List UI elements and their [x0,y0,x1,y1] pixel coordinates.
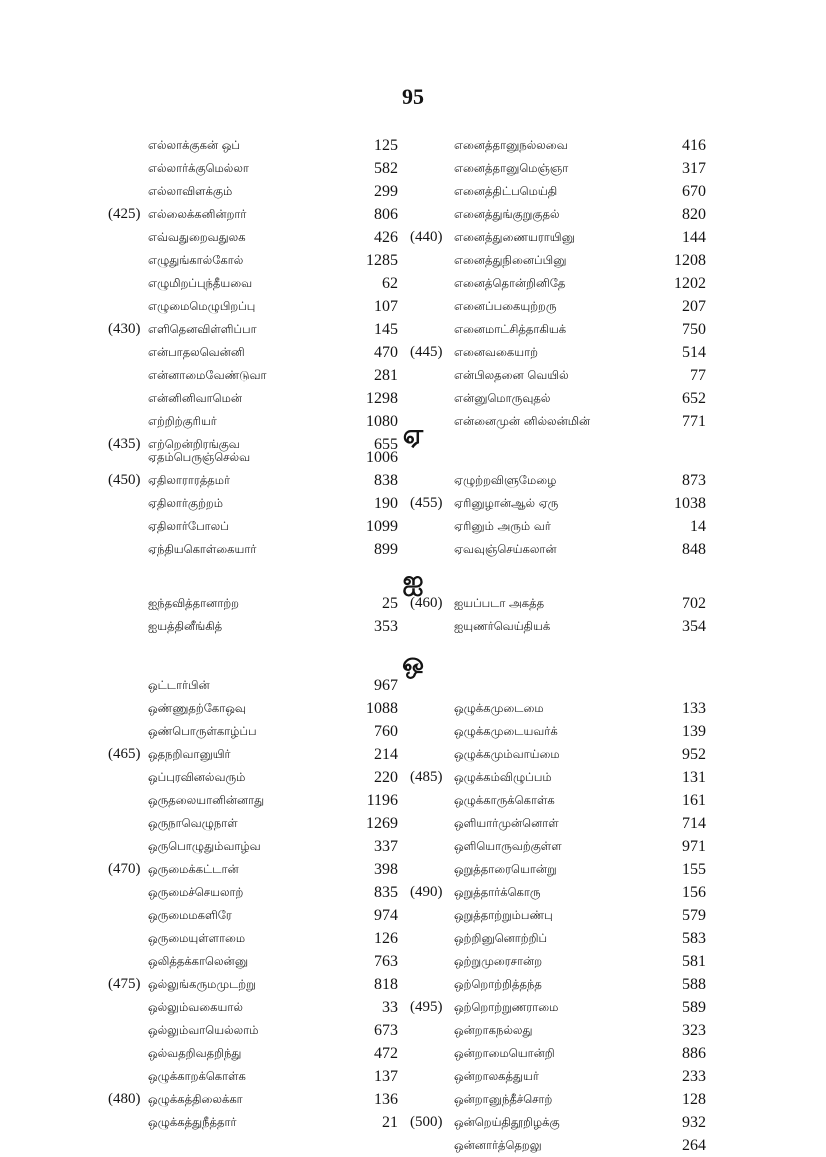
index-entry [108,858,398,881]
index-column-right [410,134,706,433]
index-entry [108,180,398,203]
verse-number-label: (450) [108,472,141,488]
entry-text: என்னினிவாமென் [148,391,243,405]
index-entry [410,1065,706,1088]
entry-page-number: 582 [374,160,398,177]
entry-page-number: 21 [382,1114,398,1131]
index-column-left [108,446,398,561]
entry-page-number: 1099 [366,518,398,535]
page-number: 95 [402,84,424,109]
entry-text: ஒழுக்கமுடைமை [454,701,544,715]
entry-text: ஒன்றாலகத்துயர் [454,1069,539,1083]
index-entry [410,615,706,638]
entry-text: ஒருதலையானின்னாது [148,793,265,807]
index-entry [410,157,706,180]
entry-page-number: 190 [374,495,398,512]
entry-text: ஏதிலாராரத்தமர் [148,473,231,487]
verse-number-label: (425) [108,206,141,222]
entry-text: ஏந்தியகொள்கையார் [148,542,257,556]
index-entry [108,364,398,387]
entry-page-number: 426 [374,229,398,246]
entry-text: எவ்வதுறைவதுலக [148,230,246,244]
entry-text: ஏவவுஞ்செய்கலான் [454,542,557,556]
entry-text: ஒலித்தக்காலென்னு [148,954,249,968]
index-entry [410,387,706,410]
entry-text: ஐயத்தினீங்கித் [148,619,223,633]
section-heading-letter: ஒ [402,648,424,678]
entry-page-number: 126 [374,930,398,947]
index-entry [410,538,706,561]
index-entry [108,835,398,858]
entry-text: ஒற்றொற்றித்தந்த [454,977,542,991]
index-column-left [108,674,398,1134]
entry-page-number: 652 [682,390,706,407]
index-entry [108,341,398,364]
index-entry [108,904,398,927]
entry-text: ஒழுக்கமுடையவர்க் [454,724,558,738]
section-heading-letter: ஐ [402,566,424,596]
index-entry [410,295,706,318]
entry-page-number: 337 [374,838,398,855]
entry-text: ஏரினும் அரும் வர் [454,519,551,533]
entry-page-number: 806 [374,206,398,223]
index-entry [108,538,398,561]
entry-text: என்னாமைவேண்டுவா [148,368,267,382]
entry-text: ஒல்லும்வாயெல்லாம் [148,1023,259,1037]
index-entry [108,927,398,950]
entry-text: எனைத்துங்குறுகுதல் [454,207,560,221]
index-entry [410,203,706,226]
index-entry [108,812,398,835]
index-entry [410,950,706,973]
entry-text: எழுமிறப்புந்தீயவை [148,276,253,290]
index-entry [108,950,398,973]
entry-text: எனைப்பகையுற்றரு [454,299,557,313]
index-entry [108,592,398,615]
entry-page-number: 589 [682,999,706,1016]
entry-text: ஒழுக்கமும்வாய்மை [454,747,560,761]
index-entry [108,881,398,904]
entry-page-number: 714 [682,815,706,832]
index-entry [410,789,706,812]
entry-page-number: 1080 [366,413,398,430]
entry-text: ஒட்டார்பின் [148,678,210,692]
entry-text: எல்லார்க்குமெல்லா [148,161,249,175]
index-entry [410,674,706,697]
entry-text: ஒண்ணுதற்கோஒவு [148,701,246,715]
index-entry [410,766,706,789]
index-entry [410,134,706,157]
entry-text: ஏதிலார்போலப் [148,519,229,533]
index-entry [410,446,706,469]
entry-page-number: 220 [374,769,398,786]
index-entry [410,272,706,295]
entry-page-number: 670 [682,183,706,200]
entry-text: ஒழுக்காருக்கொள்க [454,793,555,807]
entry-page-number: 588 [682,976,706,993]
index-entry [410,492,706,515]
entry-page-number: 125 [374,137,398,154]
entry-page-number: 514 [682,344,706,361]
entry-page-number: 971 [682,838,706,855]
verse-number-label: (500) [410,1114,443,1130]
entry-page-number: 131 [682,769,706,786]
entry-page-number: 207 [682,298,706,315]
entry-page-number: 354 [682,618,706,635]
index-entry [410,226,706,249]
entry-text: ஒருமைமகளிரே [148,908,232,922]
entry-text: ஒல்லுங்கருமமுடற்று [148,977,256,991]
index-entry [108,203,398,226]
entry-text: எழுமைமெழுபிறப்பு [148,299,256,313]
entry-page-number: 77 [690,367,706,384]
entry-page-number: 62 [382,275,398,292]
entry-page-number: 873 [682,472,706,489]
entry-text: ஒருமைச்செயலாற் [148,885,244,899]
entry-text: எல்லைக்கனின்றார் [148,207,247,221]
entry-text: எனைத்துணையராயினு [454,230,575,244]
entry-text: எனைமாட்சித்தாகியக் [454,322,567,336]
entry-text: ஐயுணர்வெய்தியக் [454,619,551,633]
index-entry [108,387,398,410]
verse-number-label: (430) [108,321,141,337]
entry-text: ஒளியொருவற்குள்ள [454,839,562,853]
index-entry [108,157,398,180]
index-entry [108,720,398,743]
entry-text: ஒற்றொற்றுணராமை [454,1000,559,1014]
entry-page-number: 886 [682,1045,706,1062]
entry-text: என்னுமொருவுதல் [454,391,551,405]
entry-text: ஒற்றினுனொற்றிப் [454,931,548,945]
entry-page-number: 974 [374,907,398,924]
entry-text: என்பாதலவென்னி [148,345,245,359]
entry-page-number: 1006 [366,449,398,466]
entry-page-number: 1202 [674,275,706,292]
entry-page-number: 1298 [366,390,398,407]
index-entry [108,1019,398,1042]
entry-text: எல்லாவிளக்கும் [148,184,233,198]
index-entry [108,615,398,638]
entry-page-number: 156 [682,884,706,901]
entry-page-number: 1196 [366,792,398,809]
entry-text: ஒறுத்தாற்றும்பண்பு [454,908,553,922]
verse-number-label: (440) [410,229,443,245]
index-entry [410,697,706,720]
entry-text: ஒழுக்காறக்கொள்க [148,1069,246,1083]
index-entry [410,249,706,272]
entry-page-number: 416 [682,137,706,154]
entry-page-number: 818 [374,976,398,993]
entry-page-number: 750 [682,321,706,338]
entry-page-number: 1285 [366,252,398,269]
entry-text: ஏரினுழான்ஆல் ஏரு [454,496,559,510]
verse-number-label: (470) [108,861,141,877]
entry-text: எற்றென்றிரங்குவ [148,437,240,451]
entry-text: எனைத்தானுநல்லவை [454,138,568,152]
verse-number-label: (480) [108,1091,141,1107]
entry-text: ஒண்பொருள்காழ்ப்ப [148,724,257,738]
index-entry [410,881,706,904]
index-column-left [108,134,398,456]
entry-page-number: 763 [374,953,398,970]
index-entry [108,318,398,341]
entry-page-number: 353 [374,618,398,635]
entry-page-number: 702 [682,595,706,612]
index-entry [410,1088,706,1111]
index-entry [108,515,398,538]
entry-page-number: 323 [682,1022,706,1039]
index-column-right [410,446,706,561]
entry-page-number: 128 [682,1091,706,1108]
entry-text: எளிதெனவிள்ளிப்பா [148,322,257,336]
entry-text: ஒறுத்தார்க்கொரு [454,885,541,899]
verse-number-label: (460) [410,595,443,611]
index-entry [108,1042,398,1065]
index-entry [410,515,706,538]
verse-number-label: (445) [410,344,443,360]
entry-page-number: 107 [374,298,398,315]
entry-page-number: 1088 [366,700,398,717]
entry-text: எனைத்தானுமெஞ்ஞா [454,161,569,175]
entry-text: ஒளியார்முன்னொள் [454,816,559,830]
entry-page-number: 155 [682,861,706,878]
entry-page-number: 233 [682,1068,706,1085]
index-entry [410,341,706,364]
entry-text: ஒன்றாகநல்லது [454,1023,533,1037]
entry-page-number: 1208 [674,252,706,269]
entry-text: ஒன்றாமையொன்றி [454,1046,555,1060]
verse-number-label: (495) [410,999,443,1015]
entry-text: எனைத்தொன்றினிதே [454,276,566,290]
index-entry [410,592,706,615]
entry-text: என்பிலதனை வெயில் [454,368,569,382]
entry-text: ஒறுத்தாரையொன்று [454,862,557,876]
entry-page-number: 25 [382,595,398,612]
entry-page-number: 771 [682,413,706,430]
entry-page-number: 133 [682,700,706,717]
entry-text: என்னைமுன் னில்லன்மின் [454,414,591,428]
entry-text: ஒருபொழுதும்வாழ்வ [148,839,261,853]
section-heading-letter: ஏ [402,420,424,450]
entry-page-number: 317 [682,160,706,177]
entry-page-number: 398 [374,861,398,878]
index-entry [108,697,398,720]
entry-text: எல்லாக்குகன் ஒப் [148,138,240,152]
index-entry [108,226,398,249]
entry-page-number: 760 [374,723,398,740]
entry-text: ஒன்றெய்திதூறிழக்கு [454,1115,560,1129]
verse-number-label: (485) [410,769,443,785]
index-entry [108,973,398,996]
index-entry [410,1134,706,1157]
entry-page-number: 470 [374,344,398,361]
index-entry [410,904,706,927]
index-entry [410,469,706,492]
index-entry [410,1111,706,1134]
index-entry [108,1065,398,1088]
entry-text: ஒருமைக்கட்டான் [148,862,239,876]
verse-number-label: (490) [410,884,443,900]
index-entry [410,927,706,950]
index-column-left [108,592,398,638]
entry-page-number: 137 [374,1068,398,1085]
entry-page-number: 848 [682,541,706,558]
index-entry [410,835,706,858]
index-entry [108,469,398,492]
entry-page-number: 838 [374,472,398,489]
entry-page-number: 161 [682,792,706,809]
entry-text: எனைத்துநினைப்பினு [454,253,567,267]
index-entry [108,996,398,1019]
entry-page-number: 820 [682,206,706,223]
entry-text: ஏதிலார்குற்றம் [148,496,223,510]
entry-page-number: 583 [682,930,706,947]
entry-page-number: 579 [682,907,706,924]
index-entry [410,812,706,835]
index-entry [108,789,398,812]
entry-page-number: 281 [374,367,398,384]
entry-text: ஒதநறிவானுயிர் [148,747,231,761]
entry-page-number: 14 [690,518,706,535]
index-entry [108,295,398,318]
index-entry [108,134,398,157]
entry-text: ஒற்றுமுரைசான்ற [454,954,543,968]
index-column-right [410,674,706,1157]
index-entry [108,743,398,766]
index-entry [108,492,398,515]
entry-page-number: 952 [682,746,706,763]
entry-page-number: 33 [382,999,398,1016]
entry-text: ஏதம்பெருஞ்செல்வ [148,450,251,464]
index-entry [410,318,706,341]
entry-text: ஒழுக்கத்திலைக்கா [148,1092,243,1106]
entry-page-number: 264 [682,1137,706,1154]
entry-text: ஒழுக்கத்துநீத்தார் [148,1115,237,1129]
entry-text: ஐயப்படா அகத்த [454,596,545,610]
index-entry [108,1088,398,1111]
verse-number-label: (435) [108,436,141,452]
entry-text: எனைத்திட்பமெய்தி [454,184,558,198]
index-entry [410,720,706,743]
entry-text: ஏழுற்றவிளுமேழை [454,473,557,487]
entry-page-number: 835 [374,884,398,901]
index-entry [410,1042,706,1065]
index-entry [108,446,398,469]
index-entry [108,1111,398,1134]
entry-text: ஒப்புரவினல்வரும் [148,770,246,784]
entry-page-number: 655 [374,436,398,453]
index-entry [108,766,398,789]
entry-page-number: 1269 [366,815,398,832]
entry-page-number: 967 [374,677,398,694]
index-column-right [410,592,706,638]
entry-text: எனைவகையாற் [454,345,538,359]
entry-page-number: 899 [374,541,398,558]
entry-text: ஒன்னார்த்தெறலு [454,1138,542,1152]
entry-page-number: 136 [374,1091,398,1108]
entry-page-number: 1038 [674,495,706,512]
index-entry [108,249,398,272]
entry-page-number: 214 [374,746,398,763]
entry-page-number: 299 [374,183,398,200]
verse-number-label: (455) [410,495,443,511]
entry-page-number: 472 [374,1045,398,1062]
entry-text: ஒழுக்கம்விழுப்பம் [454,770,552,784]
index-entry [410,1019,706,1042]
entry-page-number: 144 [682,229,706,246]
index-entry [410,858,706,881]
entry-page-number: 145 [374,321,398,338]
entry-page-number: 581 [682,953,706,970]
entry-text: ஒன்றானுந்தீச்சொற் [454,1092,553,1106]
entry-text: எழுதுங்கால்கோல் [148,253,244,267]
entry-text: எற்றிற்குரியர் [148,414,217,428]
entry-text: ஒருமையுள்ளாமை [148,931,246,945]
verse-number-label: (465) [108,746,141,762]
entry-text: ஒல்வதறிவதறிந்து [148,1046,242,1060]
entry-page-number: 139 [682,723,706,740]
index-entry [108,674,398,697]
entry-text: ஐந்தவித்தானாற்ற [148,596,239,610]
entry-text: ஒருநாவெழுநாள் [148,816,238,830]
index-entry [410,973,706,996]
index-entry [410,743,706,766]
index-entry [108,272,398,295]
index-entry [410,180,706,203]
index-entry [410,996,706,1019]
entry-page-number: 673 [374,1022,398,1039]
verse-number-label: (475) [108,976,141,992]
index-entry [410,364,706,387]
entry-text: ஒல்லும்வகையால் [148,1000,243,1014]
entry-page-number: 932 [682,1114,706,1131]
